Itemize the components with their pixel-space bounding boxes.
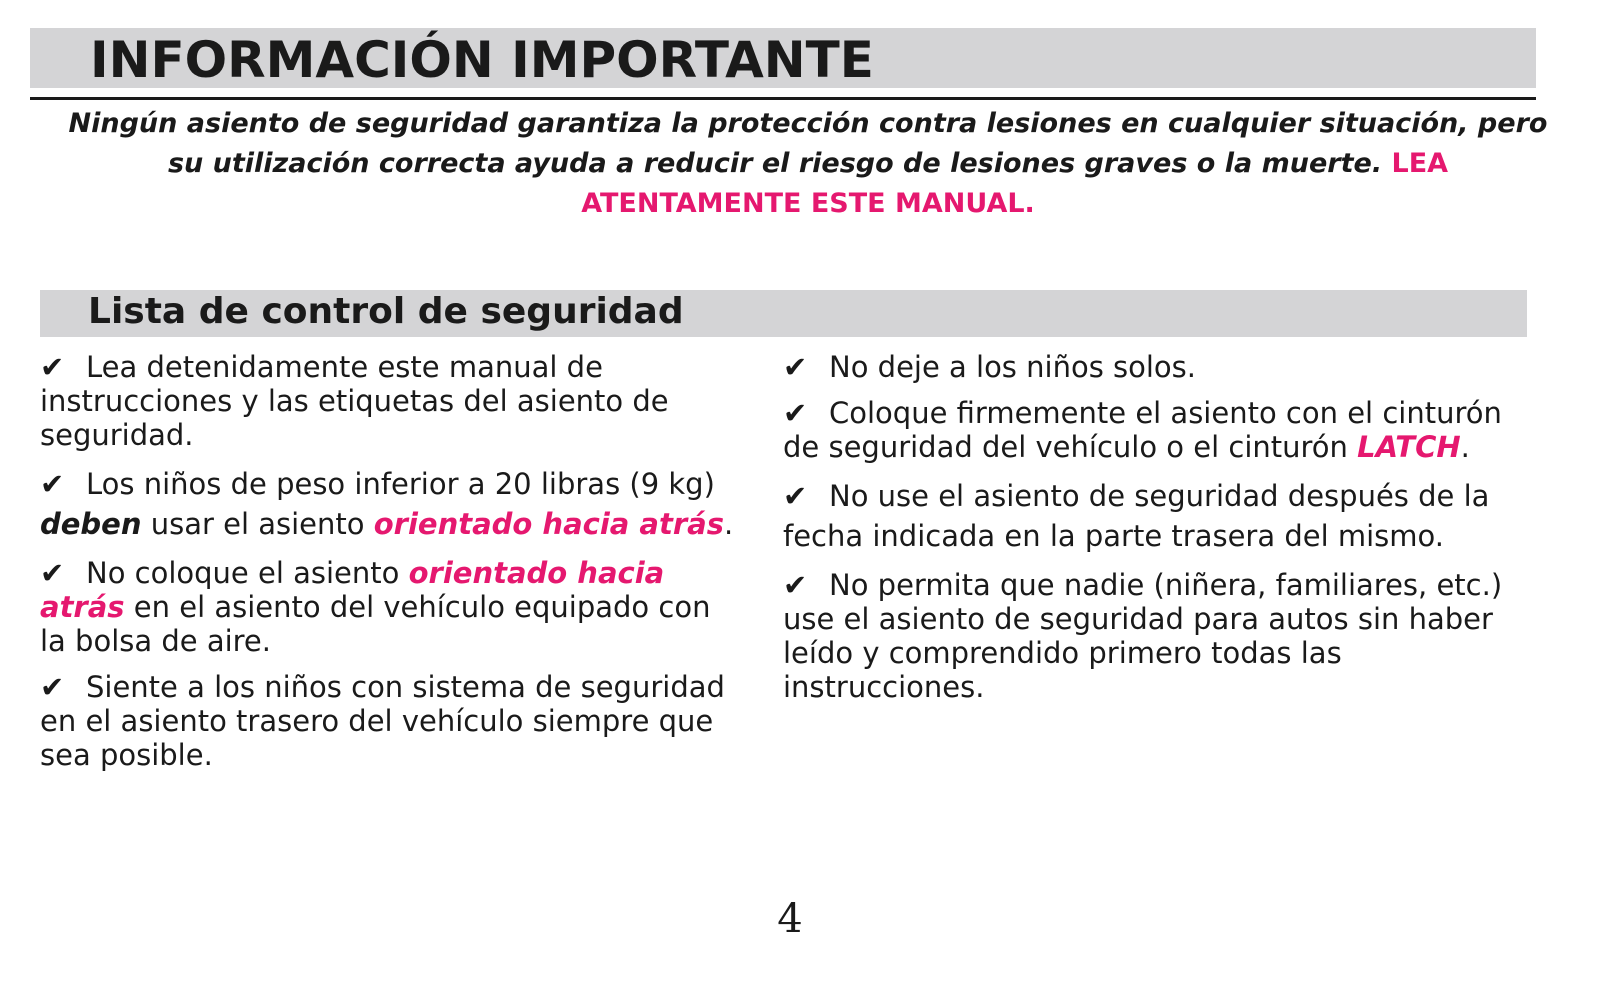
checklist-left-column [40, 350, 745, 784]
checklist-item [783, 476, 1543, 556]
warning-paragraph [60, 104, 1556, 224]
item-text: No permita que nadie (niñera, familiares, etc.) use el asiento de seguridad para autos sin haber leído y comprendido primero todas las instrucciones. [783, 568, 1503, 704]
checkmark-icon: ✔ [783, 350, 808, 384]
checklist-item [40, 670, 745, 772]
item-highlight: orientado hacia atrás [373, 507, 724, 541]
section-title: Lista de control de seguridad [88, 291, 684, 332]
item-highlight: LATCH [1357, 430, 1461, 464]
item-text: Coloque firmemente el asiento con el cinturón de seguridad del vehículo o el cinturón [783, 396, 1502, 464]
checklist-item [783, 568, 1543, 704]
warning-caps: LEA ATENTAMENTE ESTE MANUAL. [581, 148, 1449, 219]
page-number: 4 [777, 896, 803, 942]
checklist-item [40, 350, 745, 452]
item-text: Siente a los niños con sistema de seguridad en el asiento trasero del vehículo siempre que sea posible. [40, 670, 725, 772]
checklist-item [40, 556, 745, 658]
title-divider [30, 97, 1536, 100]
item-text: . [724, 507, 734, 541]
item-emphasis: deben [40, 507, 142, 541]
page-title: INFORMACIÓN IMPORTANTE [90, 31, 874, 89]
checkmark-icon: ✔ [40, 556, 65, 590]
checklist-item [783, 350, 1543, 384]
checklist-right-column [783, 350, 1543, 716]
item-text: No use el asiento de seguridad después de la fecha indicada en la parte trasera del mismo. [783, 479, 1490, 553]
checklist-item [40, 464, 745, 544]
checkmark-icon: ✔ [783, 568, 808, 602]
item-text: Los niños de peso inferior a 20 libras (9 kg) [86, 467, 715, 501]
warning-text: Ningún asiento de seguridad garantiza la protección contra lesiones en cualquier situación, pero su utilización correcta ayuda a reducir el riesgo de lesiones graves o la muerte. [68, 108, 1548, 179]
checkmark-icon: ✔ [783, 396, 808, 430]
item-highlight: orientado hacia atrás [40, 556, 665, 624]
item-text: No deje a los niños solos. [829, 350, 1197, 384]
item-text: en el asiento del vehículo equipado con la bolsa de aire. [40, 590, 711, 658]
checklist-item [783, 396, 1543, 464]
item-text: . [1460, 430, 1470, 464]
item-text: Lea detenidamente este manual de instrucciones y las etiquetas del asiento de seguridad. [40, 350, 669, 452]
checkmark-icon: ✔ [40, 670, 65, 704]
item-text: usar el asiento [150, 507, 365, 541]
checkmark-icon: ✔ [783, 479, 808, 513]
item-text: No coloque el asiento [86, 556, 400, 590]
checkmark-icon: ✔ [40, 350, 65, 384]
checkmark-icon: ✔ [40, 467, 65, 501]
